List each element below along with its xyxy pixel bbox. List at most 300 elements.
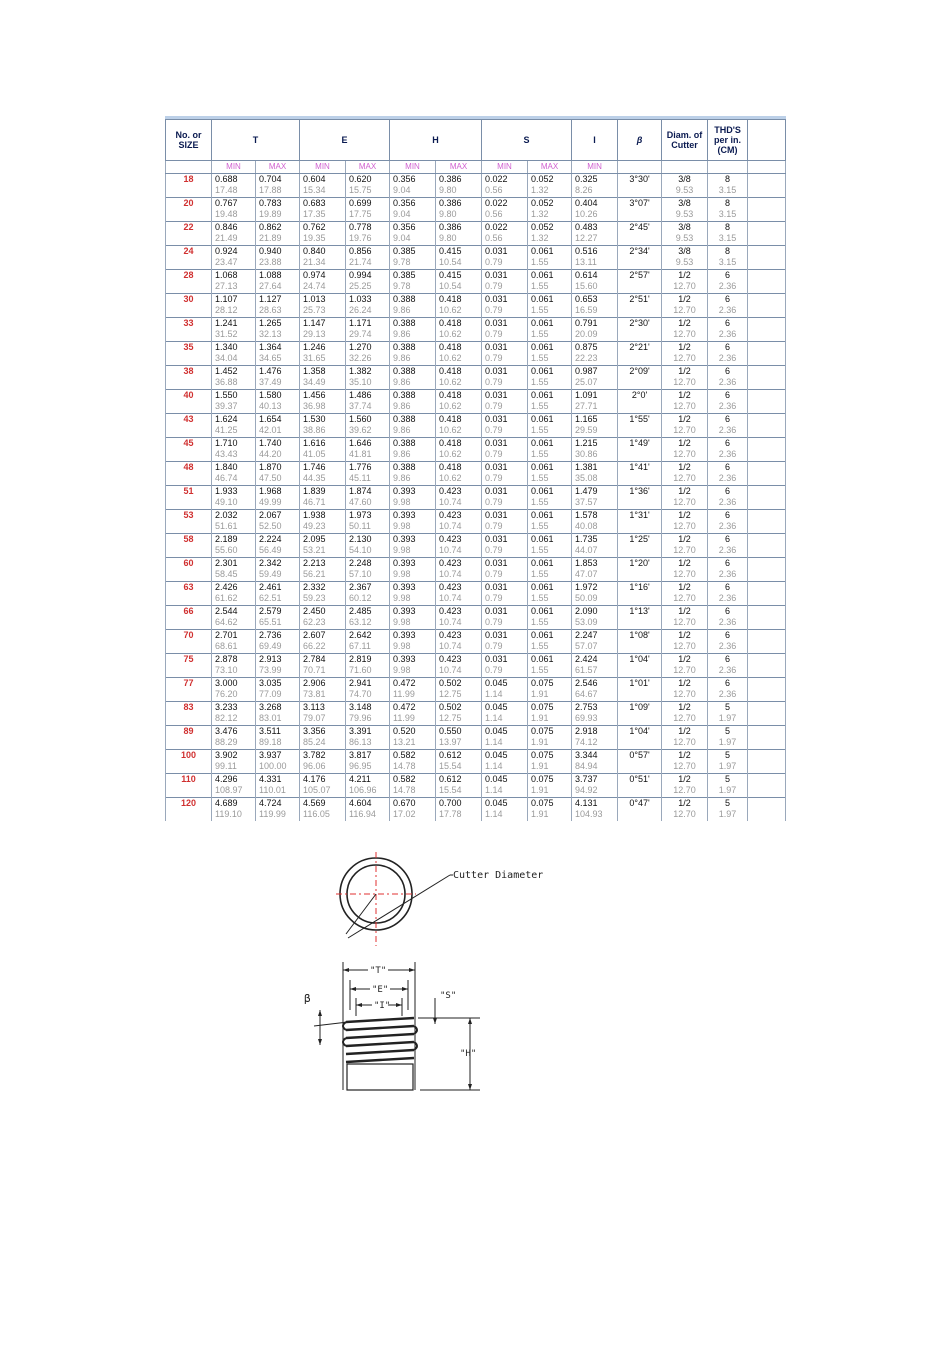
metric-value-cell [618, 281, 662, 293]
metric-value-cell: 13.11 [572, 257, 618, 269]
metric-value-cell: 12.70 [662, 497, 708, 509]
metric-value-cell: 10.62 [436, 305, 482, 317]
metric-value-cell: 29.74 [346, 329, 390, 341]
table-row-in [166, 269, 786, 281]
metric-value-cell: 65.51 [256, 617, 300, 629]
blank-cell [748, 413, 786, 425]
blank-cell [748, 437, 786, 449]
metric-value-cell: 9.98 [390, 569, 436, 581]
metric-value-cell: 27.13 [212, 281, 256, 293]
inch-value-cell: 0.582 [390, 773, 436, 785]
inch-value-cell: 0.022 [482, 197, 528, 209]
metric-value-cell: 2.36 [708, 449, 748, 461]
inch-value-cell: 0.388 [390, 413, 436, 425]
inch-value-cell: 2.461 [256, 581, 300, 593]
inch-value-cell: 0.418 [436, 293, 482, 305]
metric-value-cell [618, 569, 662, 581]
inch-value-cell: 2°09' [618, 365, 662, 377]
metric-value-cell: 9.04 [390, 209, 436, 221]
metric-value-cell: 10.74 [436, 497, 482, 509]
inch-value-cell: 0.423 [436, 533, 482, 545]
metric-value-cell: 12.70 [662, 761, 708, 773]
metric-value-cell: 0.79 [482, 569, 528, 581]
header-E: E [300, 120, 390, 161]
metric-value-cell [618, 449, 662, 461]
metric-value-cell [618, 401, 662, 413]
table-row-mm [166, 449, 786, 461]
inch-value-cell: 0.862 [256, 221, 300, 233]
metric-value-cell: 30.86 [572, 449, 618, 461]
inch-value-cell: 1°16' [618, 581, 662, 593]
metric-value-cell: 28.63 [256, 305, 300, 317]
inch-value-cell: 6 [708, 509, 748, 521]
inch-value-cell: 0.045 [482, 797, 528, 809]
metric-value-cell: 94.92 [572, 785, 618, 797]
metric-value-cell: 71.60 [346, 665, 390, 677]
inch-value-cell: 0.031 [482, 557, 528, 569]
header-T: T [212, 120, 300, 161]
size-cell: 18 [166, 173, 212, 185]
metric-value-cell: 9.78 [390, 281, 436, 293]
table-body [166, 161, 786, 821]
inch-value-cell: 1°13' [618, 605, 662, 617]
inch-value-cell: 1/2 [662, 629, 708, 641]
metric-value-cell [618, 305, 662, 317]
inch-value-cell: 0.075 [528, 677, 572, 689]
metric-value-cell: 96.06 [300, 761, 346, 773]
inch-value-cell: 1.107 [212, 293, 256, 305]
size-cell: 70 [166, 629, 212, 641]
metric-value-cell: 10.74 [436, 593, 482, 605]
inch-value-cell: 1/2 [662, 773, 708, 785]
metric-value-cell: 1.55 [528, 593, 572, 605]
metric-value-cell: 106.96 [346, 785, 390, 797]
inch-value-cell: 0.045 [482, 773, 528, 785]
inch-value-cell: 0.415 [436, 245, 482, 257]
metric-value-cell: 9.53 [662, 209, 708, 221]
metric-value-cell: 86.13 [346, 737, 390, 749]
metric-value-cell: 12.70 [662, 449, 708, 461]
metric-value-cell: 104.93 [572, 809, 618, 821]
metric-value-cell: 105.07 [300, 785, 346, 797]
metric-value-cell: 12.70 [662, 737, 708, 749]
table-row-in [166, 677, 786, 689]
table-row-in [166, 413, 786, 425]
inch-value-cell: 1.840 [212, 461, 256, 473]
blank-cell [748, 461, 786, 473]
inch-value-cell: 0.388 [390, 365, 436, 377]
inch-value-cell: 0.994 [346, 269, 390, 281]
metric-value-cell [618, 761, 662, 773]
table-row-mm [166, 353, 786, 365]
inch-value-cell: 1/2 [662, 509, 708, 521]
metric-value-cell [618, 521, 662, 533]
inch-value-cell: 2.090 [572, 605, 618, 617]
inch-value-cell: 0.582 [390, 749, 436, 761]
blank-cell [748, 269, 786, 281]
metric-value-cell: 36.98 [300, 401, 346, 413]
cutter-diagram [336, 852, 453, 946]
size-cell: 40 [166, 389, 212, 401]
inch-value-cell: 3.148 [346, 701, 390, 713]
metric-value-cell: 2.36 [708, 641, 748, 653]
subheader-S-max: MAX [528, 161, 572, 174]
inch-value-cell: 1.265 [256, 317, 300, 329]
metric-value-cell: 12.70 [662, 521, 708, 533]
blank-cell [748, 569, 786, 581]
metric-value-cell: 21.34 [300, 257, 346, 269]
metric-value-cell: 2.36 [708, 689, 748, 701]
metric-value-cell: 43.43 [212, 449, 256, 461]
blank-cell [748, 557, 786, 569]
metric-value-cell: 1.55 [528, 377, 572, 389]
metric-value-cell [618, 257, 662, 269]
inch-value-cell: 2.032 [212, 509, 256, 521]
metric-value-cell: 34.49 [300, 377, 346, 389]
inch-value-cell: 1.091 [572, 389, 618, 401]
inch-value-cell: 8 [708, 173, 748, 185]
inch-value-cell: 0.385 [390, 269, 436, 281]
inch-value-cell: 0.550 [436, 725, 482, 737]
metric-value-cell: 56.21 [300, 569, 346, 581]
metric-value-cell: 1.55 [528, 545, 572, 557]
inch-value-cell: 1.358 [300, 365, 346, 377]
header-blank [748, 120, 786, 161]
inch-value-cell: 0.415 [436, 269, 482, 281]
subheader-blank [166, 161, 212, 174]
inch-value-cell: 2°34' [618, 245, 662, 257]
inch-value-cell: 0.388 [390, 437, 436, 449]
table-row-in [166, 389, 786, 401]
blank-cell [748, 713, 786, 725]
inch-value-cell: 1.776 [346, 461, 390, 473]
metric-value-cell: 50.09 [572, 593, 618, 605]
inch-value-cell: 0.472 [390, 701, 436, 713]
inch-value-cell: 1.560 [346, 413, 390, 425]
metric-value-cell: 22.23 [572, 353, 618, 365]
blank-cell [748, 773, 786, 785]
size-cell-empty [166, 737, 212, 749]
inch-value-cell: 2.301 [212, 557, 256, 569]
inch-value-cell: 6 [708, 533, 748, 545]
inch-value-cell: 6 [708, 605, 748, 617]
metric-value-cell: 0.79 [482, 665, 528, 677]
blank-cell [748, 617, 786, 629]
table-row-in [166, 701, 786, 713]
inch-value-cell: 1/2 [662, 749, 708, 761]
inch-value-cell: 3.937 [256, 749, 300, 761]
size-cell: 83 [166, 701, 212, 713]
inch-value-cell: 6 [708, 653, 748, 665]
inch-value-cell: 0.061 [528, 509, 572, 521]
blank-cell [748, 593, 786, 605]
metric-value-cell: 116.05 [300, 809, 346, 821]
inch-value-cell: 1/2 [662, 485, 708, 497]
metric-value-cell: 10.74 [436, 545, 482, 557]
inch-value-cell: 0.061 [528, 653, 572, 665]
metric-value-cell: 9.53 [662, 185, 708, 197]
inch-value-cell: 0.031 [482, 605, 528, 617]
T-label: "T" [370, 966, 387, 976]
inch-value-cell: 2.332 [300, 581, 346, 593]
blank-cell [748, 377, 786, 389]
inch-value-cell: 2.906 [300, 677, 346, 689]
size-cell: 58 [166, 533, 212, 545]
header-row [166, 120, 786, 161]
metric-value-cell: 12.70 [662, 641, 708, 653]
metric-value-cell: 24.74 [300, 281, 346, 293]
table-row-mm [166, 593, 786, 605]
inch-value-cell: 0.388 [390, 341, 436, 353]
blank-cell [748, 809, 786, 821]
inch-value-cell: 0.061 [528, 293, 572, 305]
blank-cell [748, 245, 786, 257]
metric-value-cell: 10.62 [436, 401, 482, 413]
metric-value-cell: 37.74 [346, 401, 390, 413]
subheader-T-min: MIN [212, 161, 256, 174]
inch-value-cell: 2.941 [346, 677, 390, 689]
metric-value-cell: 17.48 [212, 185, 256, 197]
inch-value-cell: 1.215 [572, 437, 618, 449]
inch-value-cell: 2.213 [300, 557, 346, 569]
metric-value-cell: 61.57 [572, 665, 618, 677]
inch-value-cell: 0.924 [212, 245, 256, 257]
size-cell-empty [166, 425, 212, 437]
inch-value-cell: 1.870 [256, 461, 300, 473]
metric-value-cell: 9.98 [390, 593, 436, 605]
metric-value-cell: 10.62 [436, 449, 482, 461]
metric-value-cell: 10.62 [436, 353, 482, 365]
metric-value-cell: 10.62 [436, 377, 482, 389]
inch-value-cell: 0.620 [346, 173, 390, 185]
inch-value-cell: 1°49' [618, 437, 662, 449]
inch-value-cell: 0.031 [482, 413, 528, 425]
subheader-empty [708, 161, 748, 174]
metric-value-cell: 1.55 [528, 641, 572, 653]
metric-value-cell: 108.97 [212, 785, 256, 797]
metric-value-cell: 0.79 [482, 377, 528, 389]
inch-value-cell: 1°04' [618, 653, 662, 665]
blank-cell [748, 221, 786, 233]
inch-value-cell: 0.393 [390, 509, 436, 521]
metric-value-cell [618, 737, 662, 749]
inch-value-cell: 0.393 [390, 533, 436, 545]
metric-value-cell: 73.10 [212, 665, 256, 677]
metric-value-cell: 46.71 [300, 497, 346, 509]
metric-value-cell: 0.79 [482, 449, 528, 461]
metric-value-cell: 31.52 [212, 329, 256, 341]
inch-value-cell: 0.516 [572, 245, 618, 257]
table-row-in [166, 365, 786, 377]
metric-value-cell [618, 185, 662, 197]
metric-value-cell: 25.07 [572, 377, 618, 389]
metric-value-cell: 1.32 [528, 233, 572, 245]
metric-value-cell: 1.97 [708, 809, 748, 821]
blank-cell [748, 509, 786, 521]
metric-value-cell [618, 665, 662, 677]
inch-value-cell: 6 [708, 389, 748, 401]
inch-value-cell: 3.391 [346, 725, 390, 737]
metric-value-cell: 19.89 [256, 209, 300, 221]
inch-value-cell: 1.270 [346, 341, 390, 353]
metric-value-cell: 70.71 [300, 665, 346, 677]
metric-value-cell: 32.26 [346, 353, 390, 365]
metric-value-cell: 38.86 [300, 425, 346, 437]
metric-value-cell: 1.55 [528, 257, 572, 269]
subheader-empty [748, 161, 786, 174]
inch-value-cell: 0.791 [572, 317, 618, 329]
blank-cell [748, 473, 786, 485]
metric-value-cell: 1.97 [708, 713, 748, 725]
inch-value-cell: 1/2 [662, 677, 708, 689]
metric-value-cell: 12.70 [662, 545, 708, 557]
table-row-mm [166, 497, 786, 509]
inch-value-cell: 0°57' [618, 749, 662, 761]
metric-value-cell: 11.99 [390, 689, 436, 701]
metric-value-cell: 39.62 [346, 425, 390, 437]
inch-value-cell: 0°51' [618, 773, 662, 785]
size-cell-empty [166, 329, 212, 341]
metric-value-cell: 17.78 [436, 809, 482, 821]
table-row-in [166, 461, 786, 473]
metric-value-cell: 10.74 [436, 617, 482, 629]
metric-value-cell: 69.49 [256, 641, 300, 653]
size-cell: 100 [166, 749, 212, 761]
metric-value-cell: 12.70 [662, 713, 708, 725]
metric-value-cell: 9.80 [436, 233, 482, 245]
metric-value-cell: 1.14 [482, 737, 528, 749]
inch-value-cell: 0.688 [212, 173, 256, 185]
inch-value-cell: 2.701 [212, 629, 256, 641]
inch-value-cell: 0.045 [482, 677, 528, 689]
metric-value-cell: 45.11 [346, 473, 390, 485]
blank-cell [748, 185, 786, 197]
inch-value-cell: 0.520 [390, 725, 436, 737]
inch-value-cell: 0.386 [436, 197, 482, 209]
inch-value-cell: 0.061 [528, 605, 572, 617]
inch-value-cell: 1°04' [618, 725, 662, 737]
inch-value-cell: 1.364 [256, 341, 300, 353]
metric-value-cell: 10.54 [436, 281, 482, 293]
metric-value-cell: 10.74 [436, 569, 482, 581]
metric-value-cell: 9.80 [436, 185, 482, 197]
inch-value-cell: 0.031 [482, 581, 528, 593]
blank-cell [748, 281, 786, 293]
inch-value-cell: 3.902 [212, 749, 256, 761]
metric-value-cell [618, 809, 662, 821]
inch-value-cell: 0.061 [528, 317, 572, 329]
inch-value-cell: 1.476 [256, 365, 300, 377]
metric-value-cell [618, 785, 662, 797]
inch-value-cell: 1/2 [662, 317, 708, 329]
metric-value-cell: 2.36 [708, 521, 748, 533]
metric-value-cell: 12.75 [436, 689, 482, 701]
metric-value-cell: 119.10 [212, 809, 256, 821]
size-cell-empty [166, 305, 212, 317]
table-row-in [166, 485, 786, 497]
metric-value-cell: 19.76 [346, 233, 390, 245]
inch-value-cell: 0.987 [572, 365, 618, 377]
inch-value-cell: 3.268 [256, 701, 300, 713]
inch-value-cell: 2.607 [300, 629, 346, 641]
inch-value-cell: 0.418 [436, 461, 482, 473]
metric-value-cell: 63.12 [346, 617, 390, 629]
table-row-in [166, 221, 786, 233]
inch-value-cell: 1°08' [618, 629, 662, 641]
size-cell-empty [166, 713, 212, 725]
inch-value-cell: 1.973 [346, 509, 390, 521]
table-row-mm [166, 521, 786, 533]
inch-value-cell: 0.653 [572, 293, 618, 305]
metric-value-cell: 9.86 [390, 377, 436, 389]
metric-value-cell: 40.13 [256, 401, 300, 413]
inch-value-cell: 6 [708, 413, 748, 425]
metric-value-cell: 2.36 [708, 617, 748, 629]
inch-value-cell: 0.423 [436, 485, 482, 497]
metric-value-cell: 2.36 [708, 569, 748, 581]
inch-value-cell: 2.753 [572, 701, 618, 713]
metric-value-cell: 9.86 [390, 353, 436, 365]
size-cell-empty [166, 521, 212, 533]
blank-cell [748, 329, 786, 341]
metric-value-cell: 1.91 [528, 785, 572, 797]
metric-value-cell: 8.26 [572, 185, 618, 197]
metric-value-cell: 32.13 [256, 329, 300, 341]
inch-value-cell: 0.061 [528, 413, 572, 425]
metric-value-cell: 69.93 [572, 713, 618, 725]
inch-value-cell: 0.856 [346, 245, 390, 257]
metric-value-cell: 10.54 [436, 257, 482, 269]
metric-value-cell: 10.62 [436, 425, 482, 437]
table-row-mm [166, 401, 786, 413]
inch-value-cell: 8 [708, 221, 748, 233]
blank-cell [748, 761, 786, 773]
inch-value-cell: 2°30' [618, 317, 662, 329]
inch-value-cell: 0.052 [528, 221, 572, 233]
inch-value-cell: 0.061 [528, 269, 572, 281]
metric-value-cell: 9.86 [390, 425, 436, 437]
spec-table [165, 116, 786, 821]
metric-value-cell: 96.95 [346, 761, 390, 773]
inch-value-cell: 6 [708, 437, 748, 449]
inch-value-cell: 6 [708, 677, 748, 689]
metric-value-cell: 110.01 [256, 785, 300, 797]
inch-value-cell: 1.147 [300, 317, 346, 329]
metric-value-cell: 17.75 [346, 209, 390, 221]
inch-value-cell: 6 [708, 293, 748, 305]
metric-value-cell: 21.89 [256, 233, 300, 245]
metric-value-cell: 49.99 [256, 497, 300, 509]
inch-value-cell: 4.131 [572, 797, 618, 809]
inch-value-cell: 2.189 [212, 533, 256, 545]
metric-value-cell: 9.04 [390, 185, 436, 197]
inch-value-cell: 0.075 [528, 749, 572, 761]
table-row-in [166, 341, 786, 353]
table-row-in [166, 317, 786, 329]
inch-value-cell: 0.423 [436, 605, 482, 617]
metric-value-cell: 15.54 [436, 785, 482, 797]
blank-cell [748, 293, 786, 305]
subheader-empty [618, 161, 662, 174]
blank-cell [748, 257, 786, 269]
table-row-mm [166, 185, 786, 197]
metric-value-cell: 13.21 [390, 737, 436, 749]
metric-value-cell: 15.75 [346, 185, 390, 197]
metric-value-cell: 9.98 [390, 497, 436, 509]
inch-value-cell: 2°0' [618, 389, 662, 401]
size-cell: 60 [166, 557, 212, 569]
inch-value-cell: 0.356 [390, 221, 436, 233]
